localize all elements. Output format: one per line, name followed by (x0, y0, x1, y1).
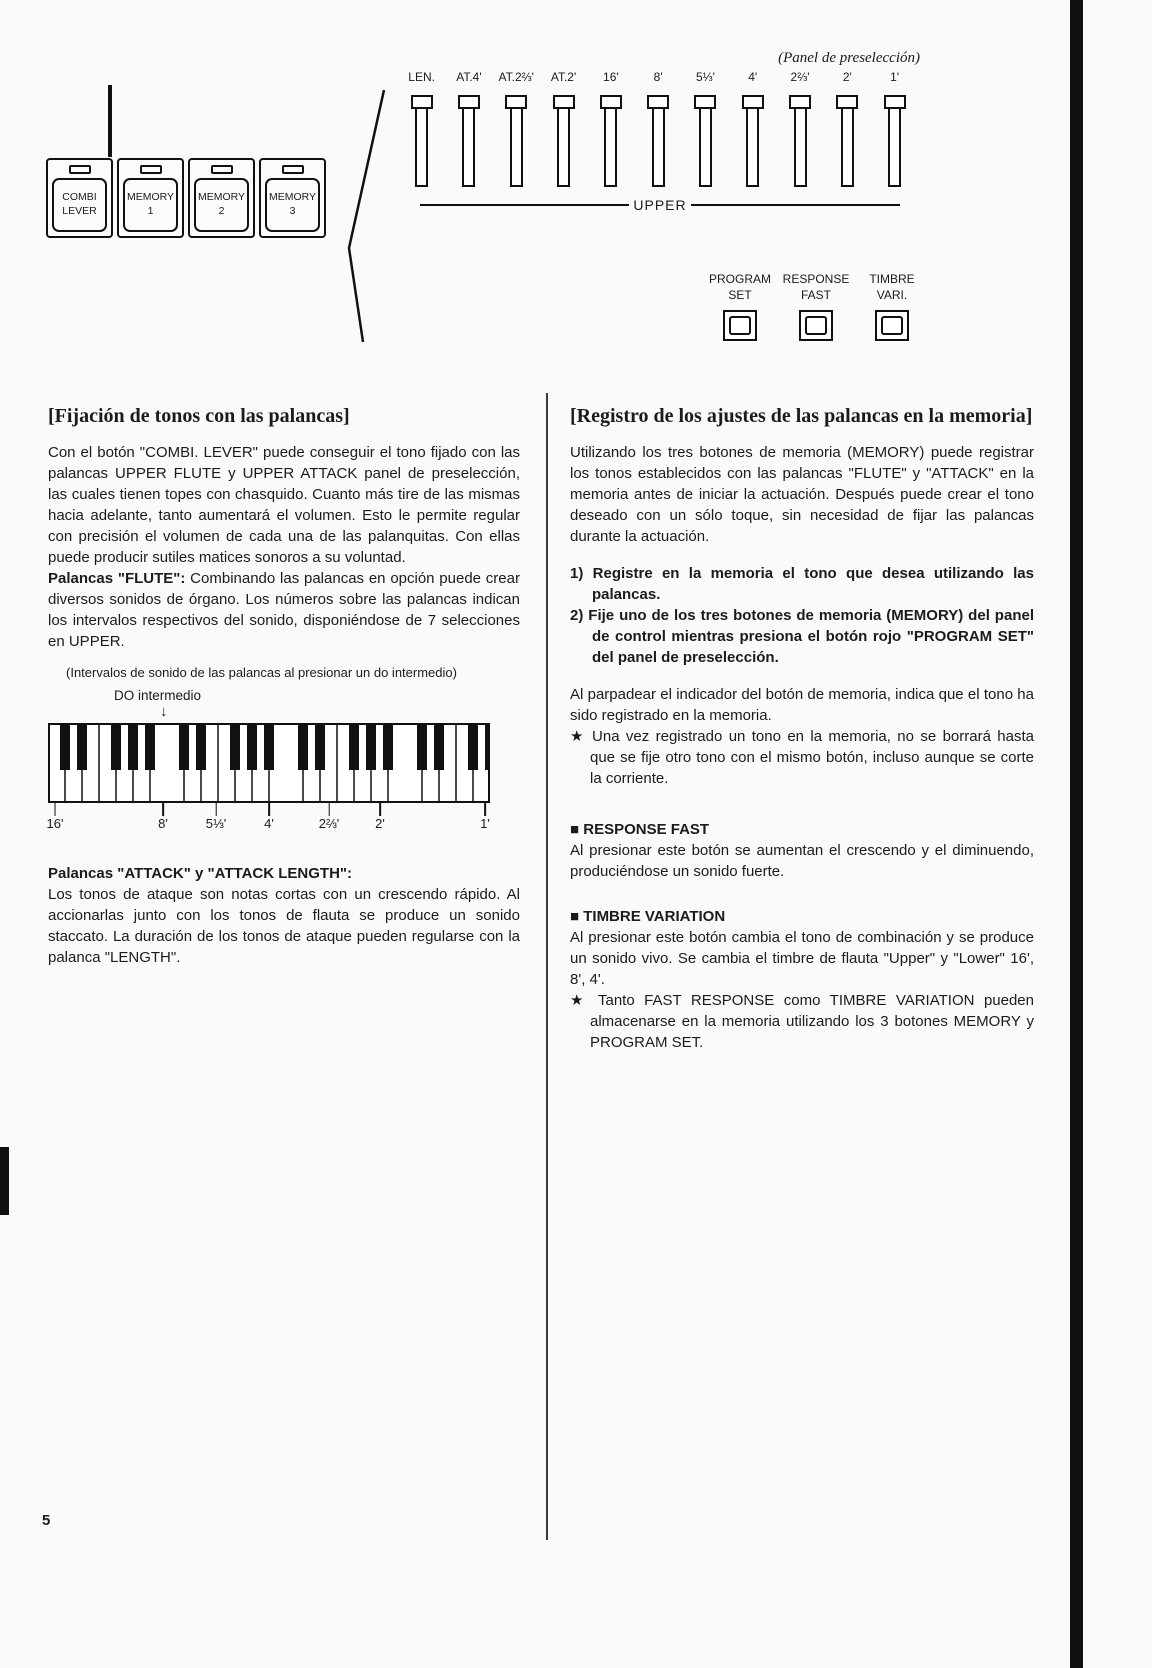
scale-label: 4' (264, 816, 274, 831)
drawbar-label: AT.4' (456, 70, 482, 84)
timbre-variation-paragraph: Al presionar este botón cambia el tono de combinación y se produce un sonido vivo. Se cambia el timbre de flauta "Upper" y "Lower" 16', 8', 4'. (570, 929, 1034, 988)
rule-line (420, 204, 629, 206)
down-arrow-icon: ↓ (160, 703, 168, 720)
drawbar (493, 70, 540, 187)
drawbar-label: 2' (842, 70, 852, 84)
drawbar-stem-icon (888, 109, 901, 187)
drawbar-label: 1' (890, 70, 900, 84)
scale-mark (264, 803, 274, 832)
drawbar-stem-icon (652, 109, 665, 187)
flute-lead: Palancas "FLUTE": (48, 570, 186, 587)
paragraph-flute (48, 568, 520, 652)
attack-heading: Palancas "ATTACK" y "ATTACK LENGTH": (48, 865, 353, 882)
square-button-icon (799, 310, 833, 341)
drawbar-handle-icon (836, 95, 858, 109)
timbre-variation-heading: ■ TIMBRE VARIATION (570, 908, 726, 925)
timbre-vari-button (854, 272, 930, 341)
drawbar-handle-icon (789, 95, 811, 109)
numbered-item-1: 1) Registre en la memoria el tono que desea utilizando las palancas. (570, 565, 1034, 603)
drawbar-handle-icon (458, 95, 480, 109)
drawbar-stem-icon (415, 109, 428, 187)
rule-line (691, 204, 900, 206)
drawbar-handle-icon (553, 95, 575, 109)
scale-label: 2⅔' (318, 816, 340, 831)
drawbar-label: AT.2⅔' (498, 70, 534, 84)
keyboard-scale-row (48, 803, 520, 839)
attack-paragraph: Los tonos de ataque son notas cortas con un crescendo rápido. Al accionarlas junto con los tonos de flauta se produce un sonido staccato. La duración de los tonos de ataque pueden regularse con la palanca "LENGTH". (48, 886, 520, 966)
drawbar-handle-icon (505, 95, 527, 109)
button-label: 3 (289, 205, 296, 217)
drawbar (682, 70, 729, 187)
response-fast-paragraph: Al presionar este botón se aumentan el crescendo y el diminuendo, produciéndose un sonido fuerte. (570, 842, 1034, 880)
drawbar-label: 8' (653, 70, 663, 84)
button-label: TIMBRE VARI. (869, 272, 915, 302)
drawbar-stem-icon (841, 109, 854, 187)
section-heading-fijacion: [Fijación de tonos con las palancas] (48, 405, 350, 427)
memory-2-button (188, 158, 255, 238)
drawbar-stem-icon (699, 109, 712, 187)
button-label: MEMORY (268, 191, 317, 204)
drawbar-label: 4' (748, 70, 758, 84)
button-cap (52, 178, 107, 232)
square-bullet-icon: ■ (570, 908, 580, 925)
scale-mark (480, 803, 490, 832)
drawbar-handle-icon (742, 95, 764, 109)
button-label: 2 (218, 205, 225, 217)
drawbar-stem-icon (462, 109, 475, 187)
drawbar-stem-icon (557, 109, 570, 187)
drawbar (398, 70, 445, 187)
button-cap (265, 178, 320, 232)
drawbar-handle-icon (884, 95, 906, 109)
square-bullet-icon: ■ (570, 821, 580, 838)
drawbar-label: AT.2' (550, 70, 577, 84)
keyboard-diagram (48, 723, 520, 803)
flute-body: Combinando las palancas en opción puede crear diversos sonidos de órgano. Los números sobre las palancas indican los intervalos respectivos del sonido, disponiéndose de 7 selecciones en UPPER. (48, 570, 520, 650)
response-fast-heading: ■ RESPONSE FAST (570, 821, 710, 838)
star-note: ★ Una vez registrado un tono en la memoria, no se borrará hasta que se fije otro tono con el mismo botón, incluso aunque se corte la corriente. (570, 728, 1034, 787)
drawbar-handle-icon (411, 95, 433, 109)
button-label: PROGRAM SET (708, 272, 771, 302)
scale-label: 1' (480, 816, 490, 831)
keyboard-caption: (Intervalos de sonido de las palancas al presionar un do intermedio) (66, 665, 457, 680)
scan-line-artifact (108, 85, 112, 157)
button-cap (194, 178, 249, 232)
paragraph: Utilizando los tres botones de memoria (MEMORY) puede registrar los tonos establecidos con las palancas "FLUTE" y "ATTACK" en la memoria antes de iniciar la actuación. Después puede crear el tono deseado con un sólo toque, sin necesidad de fijar las palancas durante la actuación. (570, 444, 1034, 545)
button-cap (123, 178, 178, 232)
star-note: ★ Tanto FAST RESPONSE como TIMBRE VARIATION pueden almacenarse en la memoria utilizando los 3 botones MEMORY y PROGRAM SET. (570, 992, 1034, 1051)
scan-edge-bar (1070, 0, 1083, 1668)
preselection-panel-caption: (Panel de preselección) (778, 50, 920, 66)
square-button-icon (723, 310, 757, 341)
drawbar (824, 70, 871, 187)
scale-mark (206, 803, 227, 832)
scale-label: 5⅓' (205, 816, 227, 831)
scale-mark (319, 803, 340, 832)
drawbar-handle-icon (694, 95, 716, 109)
drawbar-row (398, 70, 919, 187)
drawbar (445, 70, 492, 187)
scale-mark (375, 803, 385, 832)
drawbar-label: LEN. (408, 70, 435, 84)
button-label: MEMORY (126, 191, 175, 204)
memory-1-button (117, 158, 184, 238)
drawbar-stem-icon (604, 109, 617, 187)
drawbar (587, 70, 634, 187)
upper-section-rule (420, 197, 900, 213)
drawbar (540, 70, 587, 187)
memory-3-button (259, 158, 326, 238)
control-button-row (702, 272, 930, 341)
drawbar (729, 70, 776, 187)
button-label: 1 (147, 205, 154, 217)
scale-label: 16' (46, 816, 64, 831)
scale-mark (47, 803, 64, 832)
square-button-icon (875, 310, 909, 341)
drawbar (634, 70, 681, 187)
response-fast-button (778, 272, 854, 341)
scale-label: 2' (375, 816, 385, 831)
drawbar-stem-icon (746, 109, 759, 187)
scale-mark (158, 803, 168, 832)
drawbar-handle-icon (600, 95, 622, 109)
middle-c-pointer (48, 681, 520, 723)
upper-label: UPPER (633, 197, 687, 213)
memory-button-row (46, 158, 326, 238)
button-label: MEMORY (197, 191, 246, 204)
button-label: RESPONSE FAST (782, 272, 850, 302)
drawbar-label: 5⅓' (695, 70, 715, 84)
scale-label: 8' (158, 816, 168, 831)
drawbar-label: 16' (603, 70, 619, 84)
indicator-lamp-icon (69, 165, 91, 174)
drawbar (776, 70, 823, 187)
drawbar-handle-icon (647, 95, 669, 109)
paragraph: Con el botón "COMBI. LEVER" puede conseguir el tono fijado con las palancas UPPER FLUTE y UPPER ATTACK panel de preselección, las cuales tienen topes con chasquido. Cuanto más tire de las mismas hacia adelante, tanto aumentará el volumen. Esto le permite regular con precisión el volumen de cada una de las palanquitas. Con ellas puede producir sutiles matices sonoros a su voluntad. (48, 444, 520, 566)
combi-lever-button (46, 158, 113, 238)
drawbar-label: 2⅔' (790, 70, 810, 84)
program-set-button (702, 272, 778, 341)
numbered-item-2: 2) Fije uno de los tres botones de memoria (MEMORY) del panel de control mientras presiona el botón rojo "PROGRAM SET" del panel de preselección. (570, 607, 1034, 666)
indicator-lamp-icon (140, 165, 162, 174)
indicator-lamp-icon (282, 165, 304, 174)
middle-c-label: DO intermedio (114, 688, 202, 703)
paragraph: Al parpadear el indicador del botón de memoria, indica que el tono ha sido registrado en la memoria. (570, 686, 1034, 724)
section-heading-registro: [Registro de los ajustes de las palancas en la memoria] (570, 405, 1033, 427)
drawbar (871, 70, 918, 187)
left-column (48, 403, 520, 968)
divider-slash (340, 86, 392, 348)
drawbar-stem-icon (794, 109, 807, 187)
column-divider (546, 393, 548, 1540)
right-column (570, 403, 1034, 1053)
button-label: COMBI (62, 191, 97, 204)
scan-edge-mark (0, 1147, 9, 1215)
drawbar-stem-icon (510, 109, 523, 187)
indicator-lamp-icon (211, 165, 233, 174)
button-label: LEVER (62, 205, 97, 217)
page-number: 5 (42, 1512, 51, 1529)
